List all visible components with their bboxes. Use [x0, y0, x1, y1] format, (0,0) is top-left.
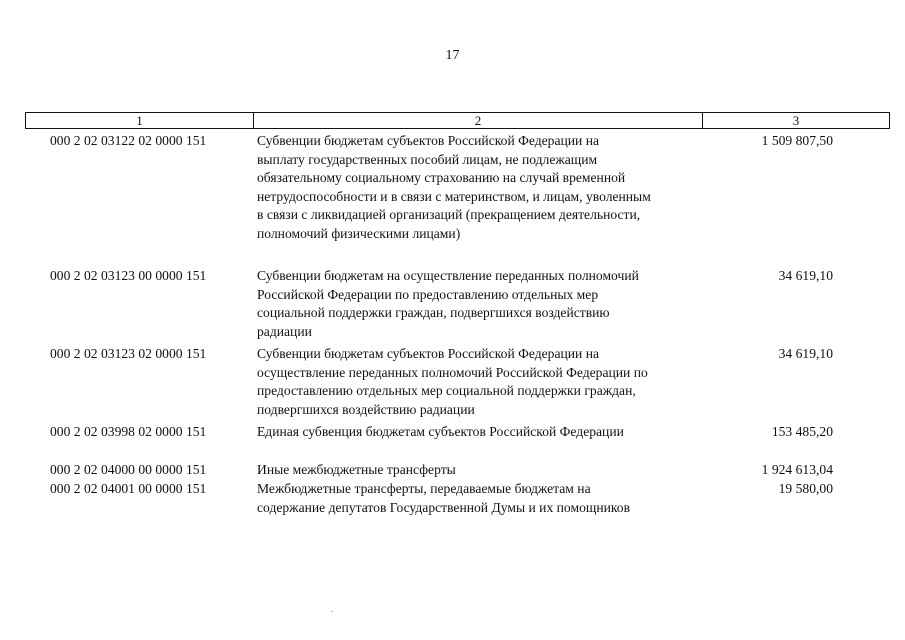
description-line: Единая субвенция бюджетам субъектов Российской Федерации — [257, 424, 624, 439]
description-line: социальной поддержки граждан, подвергшихся воздействию — [257, 305, 610, 320]
table-header — [25, 112, 890, 129]
row-description — [257, 423, 702, 442]
header-col-1: 1 — [26, 113, 254, 128]
row-description — [257, 267, 702, 341]
description-line: предоставлению отдельных мер социальной поддержки граждан, — [257, 383, 636, 398]
description-line: содержание депутатов Государственной Думы и их помощников — [257, 499, 631, 515]
description-line: подвергшихся воздействию радиации — [257, 401, 475, 417]
row-amount: 34 619,10 — [778, 346, 833, 361]
budget-code: 000 2 02 04000 00 0000 151 — [50, 462, 207, 477]
description-line: нетрудоспособности и в связи с материнством, и лицам, уволенным — [257, 188, 651, 204]
row-amount: 1 509 807,50 — [761, 133, 833, 148]
description-line: осуществление переданных полномочий Российской Федерации по — [257, 364, 648, 380]
row-description — [257, 345, 702, 419]
description-line: Российской Федерации по предоставлению отдельных мер — [257, 286, 599, 302]
page-number: 17 — [445, 48, 460, 63]
header-col-3: 3 — [792, 113, 800, 128]
description-line: Иные межбюджетные трансферты — [257, 462, 456, 477]
budget-code: 000 2 02 04001 00 0000 151 — [50, 481, 207, 496]
budget-code: 000 2 02 03123 02 0000 151 — [50, 346, 207, 361]
row-description — [257, 480, 702, 517]
description-line: Субвенции бюджетам на осуществление переданных полномочий — [257, 268, 639, 283]
header-col-2: 2 — [254, 113, 703, 128]
row-description — [257, 132, 702, 243]
description-line: обязательному социальному страхованию на случай временной — [257, 170, 626, 185]
description-line: полномочий физическими лицами) — [257, 225, 461, 241]
row-amount: 19 580,00 — [778, 481, 833, 496]
description-line: Субвенции бюджетам субъектов Российской Федерации на — [257, 133, 600, 148]
description-line: радиации — [257, 323, 312, 339]
description-line: Субвенции бюджетам субъектов Российской Федерации на — [257, 346, 600, 361]
row-amount: 1 924 613,04 — [761, 462, 833, 477]
scan-speck — [331, 611, 333, 612]
description-line: Межбюджетные трансферты, передаваемые бюджетам на — [257, 481, 591, 496]
row-amount: 34 619,10 — [778, 268, 833, 283]
budget-code: 000 2 02 03998 02 0000 151 — [50, 424, 207, 439]
description-line: в связи с ликвидацией организаций (прекращением деятельности, — [257, 207, 641, 222]
description-line: выплату государственных пособий лицам, не подлежащим — [257, 151, 598, 167]
budget-code: 000 2 02 03123 00 0000 151 — [50, 268, 207, 283]
budget-code: 000 2 02 03122 02 0000 151 — [50, 133, 207, 148]
row-description — [257, 461, 702, 480]
row-amount: 153 485,20 — [771, 424, 833, 439]
